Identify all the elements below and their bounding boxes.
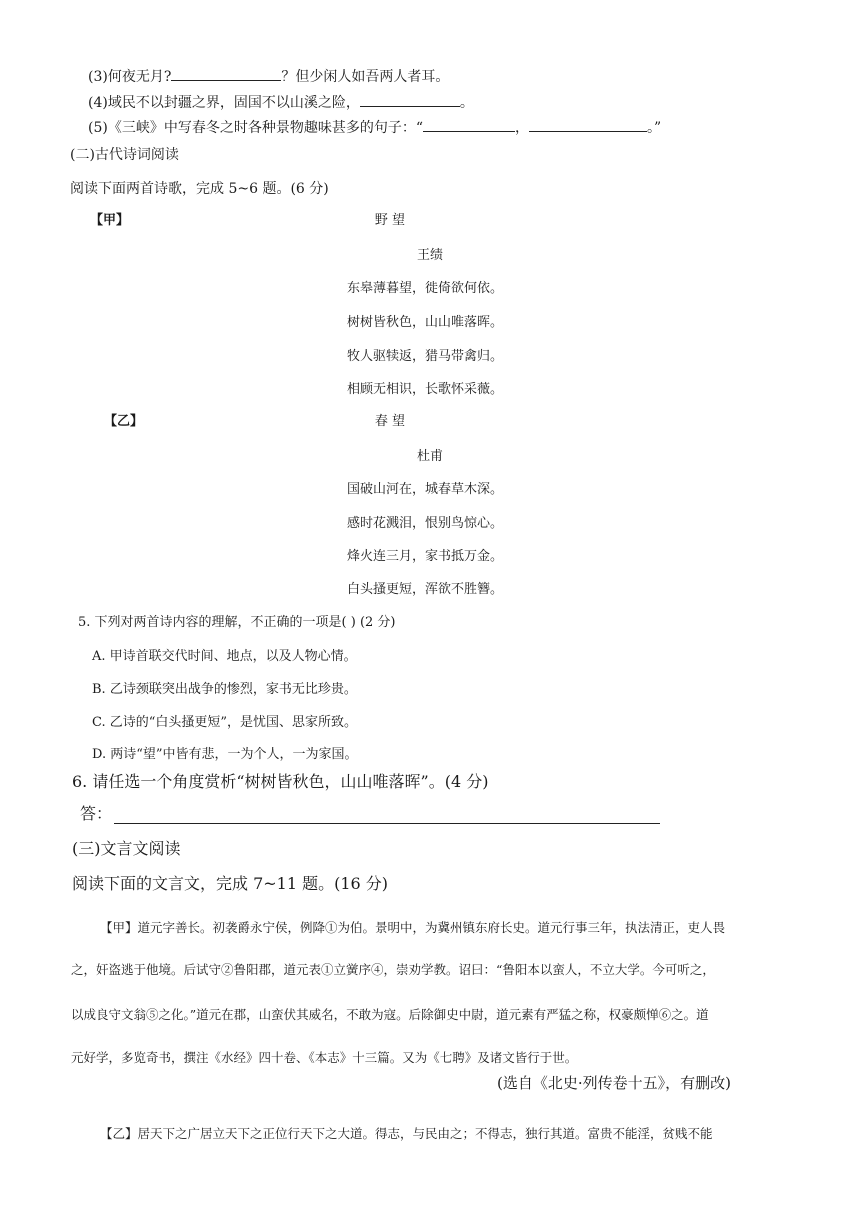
section3-heading: (三)文言文阅读 — [72, 839, 181, 858]
poem-a-line-3: 牧人驱犊返，猎马带禽归。 — [347, 349, 504, 364]
poem-b-line-1: 国破山河在，城春草木深。 — [347, 482, 504, 497]
q6-answer-line[interactable] — [114, 823, 660, 824]
q5-option-c[interactable]: C. 乙诗的“白头搔更短”，是忧国、思家所致。 — [92, 715, 358, 730]
q5-separator: ， — [515, 120, 529, 136]
q3-answer-blank[interactable] — [171, 68, 281, 81]
section3-intro: 阅读下面的文言文，完成 7~11 题。(16 分) — [72, 874, 389, 893]
q5-suffix: 。” — [647, 120, 662, 136]
passage-a-line-3: 以成良守文翁⑤之化。”道元在郡，山蛮伏其威名，不敢为寇。后除御史中尉，道元素有严猛之称，权豪颇惮⑥之。道 — [71, 1007, 709, 1022]
poem-a-tag: 【甲】 — [90, 213, 130, 228]
q5-answer-blank-2[interactable] — [529, 119, 647, 132]
poem-a-line-2: 树树皆秋色，山山唯落晖。 — [347, 315, 504, 330]
q5-stem: 5. 下列对两首诗内容的理解，不正确的一项是( ) (2 分) — [78, 615, 396, 630]
poem-b-line-4: 白头搔更短，浑欲不胜簪。 — [347, 582, 504, 597]
poem-b-line-2: 感时花溅泪，恨别鸟惊心。 — [347, 516, 504, 531]
section2-heading: (二)古代诗词阅读 — [70, 147, 179, 163]
q3-prefix: (3)何夜无月? — [88, 69, 172, 85]
poem-a-line-1: 东皋薄暮望，徙倚欲何依。 — [347, 281, 504, 296]
poem-a-author: 王绩 — [416, 248, 443, 263]
poem-b-tag: 【乙】 — [104, 414, 144, 429]
poem-b-line-3: 烽火连三月，家书抵万金。 — [347, 549, 504, 564]
section2-intro: 阅读下面两首诗歌，完成 5~6 题。(6 分) — [70, 181, 329, 197]
q4-answer-blank[interactable] — [360, 94, 460, 107]
blank-q4 — [88, 94, 474, 110]
q3-suffix: ？但少闲人如吾两人者耳。 — [281, 69, 450, 85]
q5-answer-blank-1[interactable] — [423, 119, 515, 132]
q5-prefix: (5)《三峡》中写春冬之时各种景物趣味甚多的句子：“ — [88, 120, 423, 136]
q4-prefix: (4)域民不以封疆之界，固国不以山溪之险， — [88, 95, 360, 111]
q6-answer-label: 答： — [80, 804, 113, 823]
blank-q3 — [88, 68, 449, 84]
poem-a-title: 野 望 — [374, 213, 406, 228]
poem-a-line-4: 相顾无相识，长歌怀采薇。 — [347, 382, 504, 397]
passage-a-source: (选自《北史·列传卷十五》，有删改) — [497, 1074, 731, 1092]
q4-suffix: 。 — [459, 95, 474, 111]
q5-option-d[interactable]: D. 两诗“望”中皆有悲，一为个人，一为家国。 — [92, 747, 358, 762]
passage-a-line-4: 元好学，多览奇书，撰注《水经》四十卷、《本志》十三篇。又为《七聘》及诸文皆行于世。 — [71, 1050, 578, 1065]
poem-b-title: 春 望 — [374, 414, 406, 429]
passage-a-line-1: 【甲】道元字善长。初袭爵永宁侯，例降①为伯。景明中，为冀州镇东府长史。道元行事三年，执法清正，吏人畏 — [100, 920, 726, 935]
passage-a-line-2: 之，奸盗逃于他境。后试守②鲁阳郡，道元表①立黉序④，崇劝学教。诏曰：“鲁阳本以蛮人，不立大学。今可听之， — [71, 962, 715, 977]
blank-q5 — [88, 119, 661, 135]
q5-option-b[interactable]: B. 乙诗颈联突出战争的惨烈，家书无比珍贵。 — [92, 682, 357, 697]
q5-option-a[interactable]: A. 甲诗首联交代时间、地点，以及人物心情。 — [92, 649, 357, 664]
passage-b-line-1: 【乙】居天下之广居立天下之正位行天下之大道。得志，与民由之；不得志，独行其道。富贵不能淫，贫贱不能 — [100, 1126, 713, 1141]
q6-stem: 6. 请任选一个角度赏析“树树皆秋色，山山唯落晖”。(4 分) — [72, 772, 489, 791]
poem-b-author: 杜甫 — [416, 449, 443, 464]
